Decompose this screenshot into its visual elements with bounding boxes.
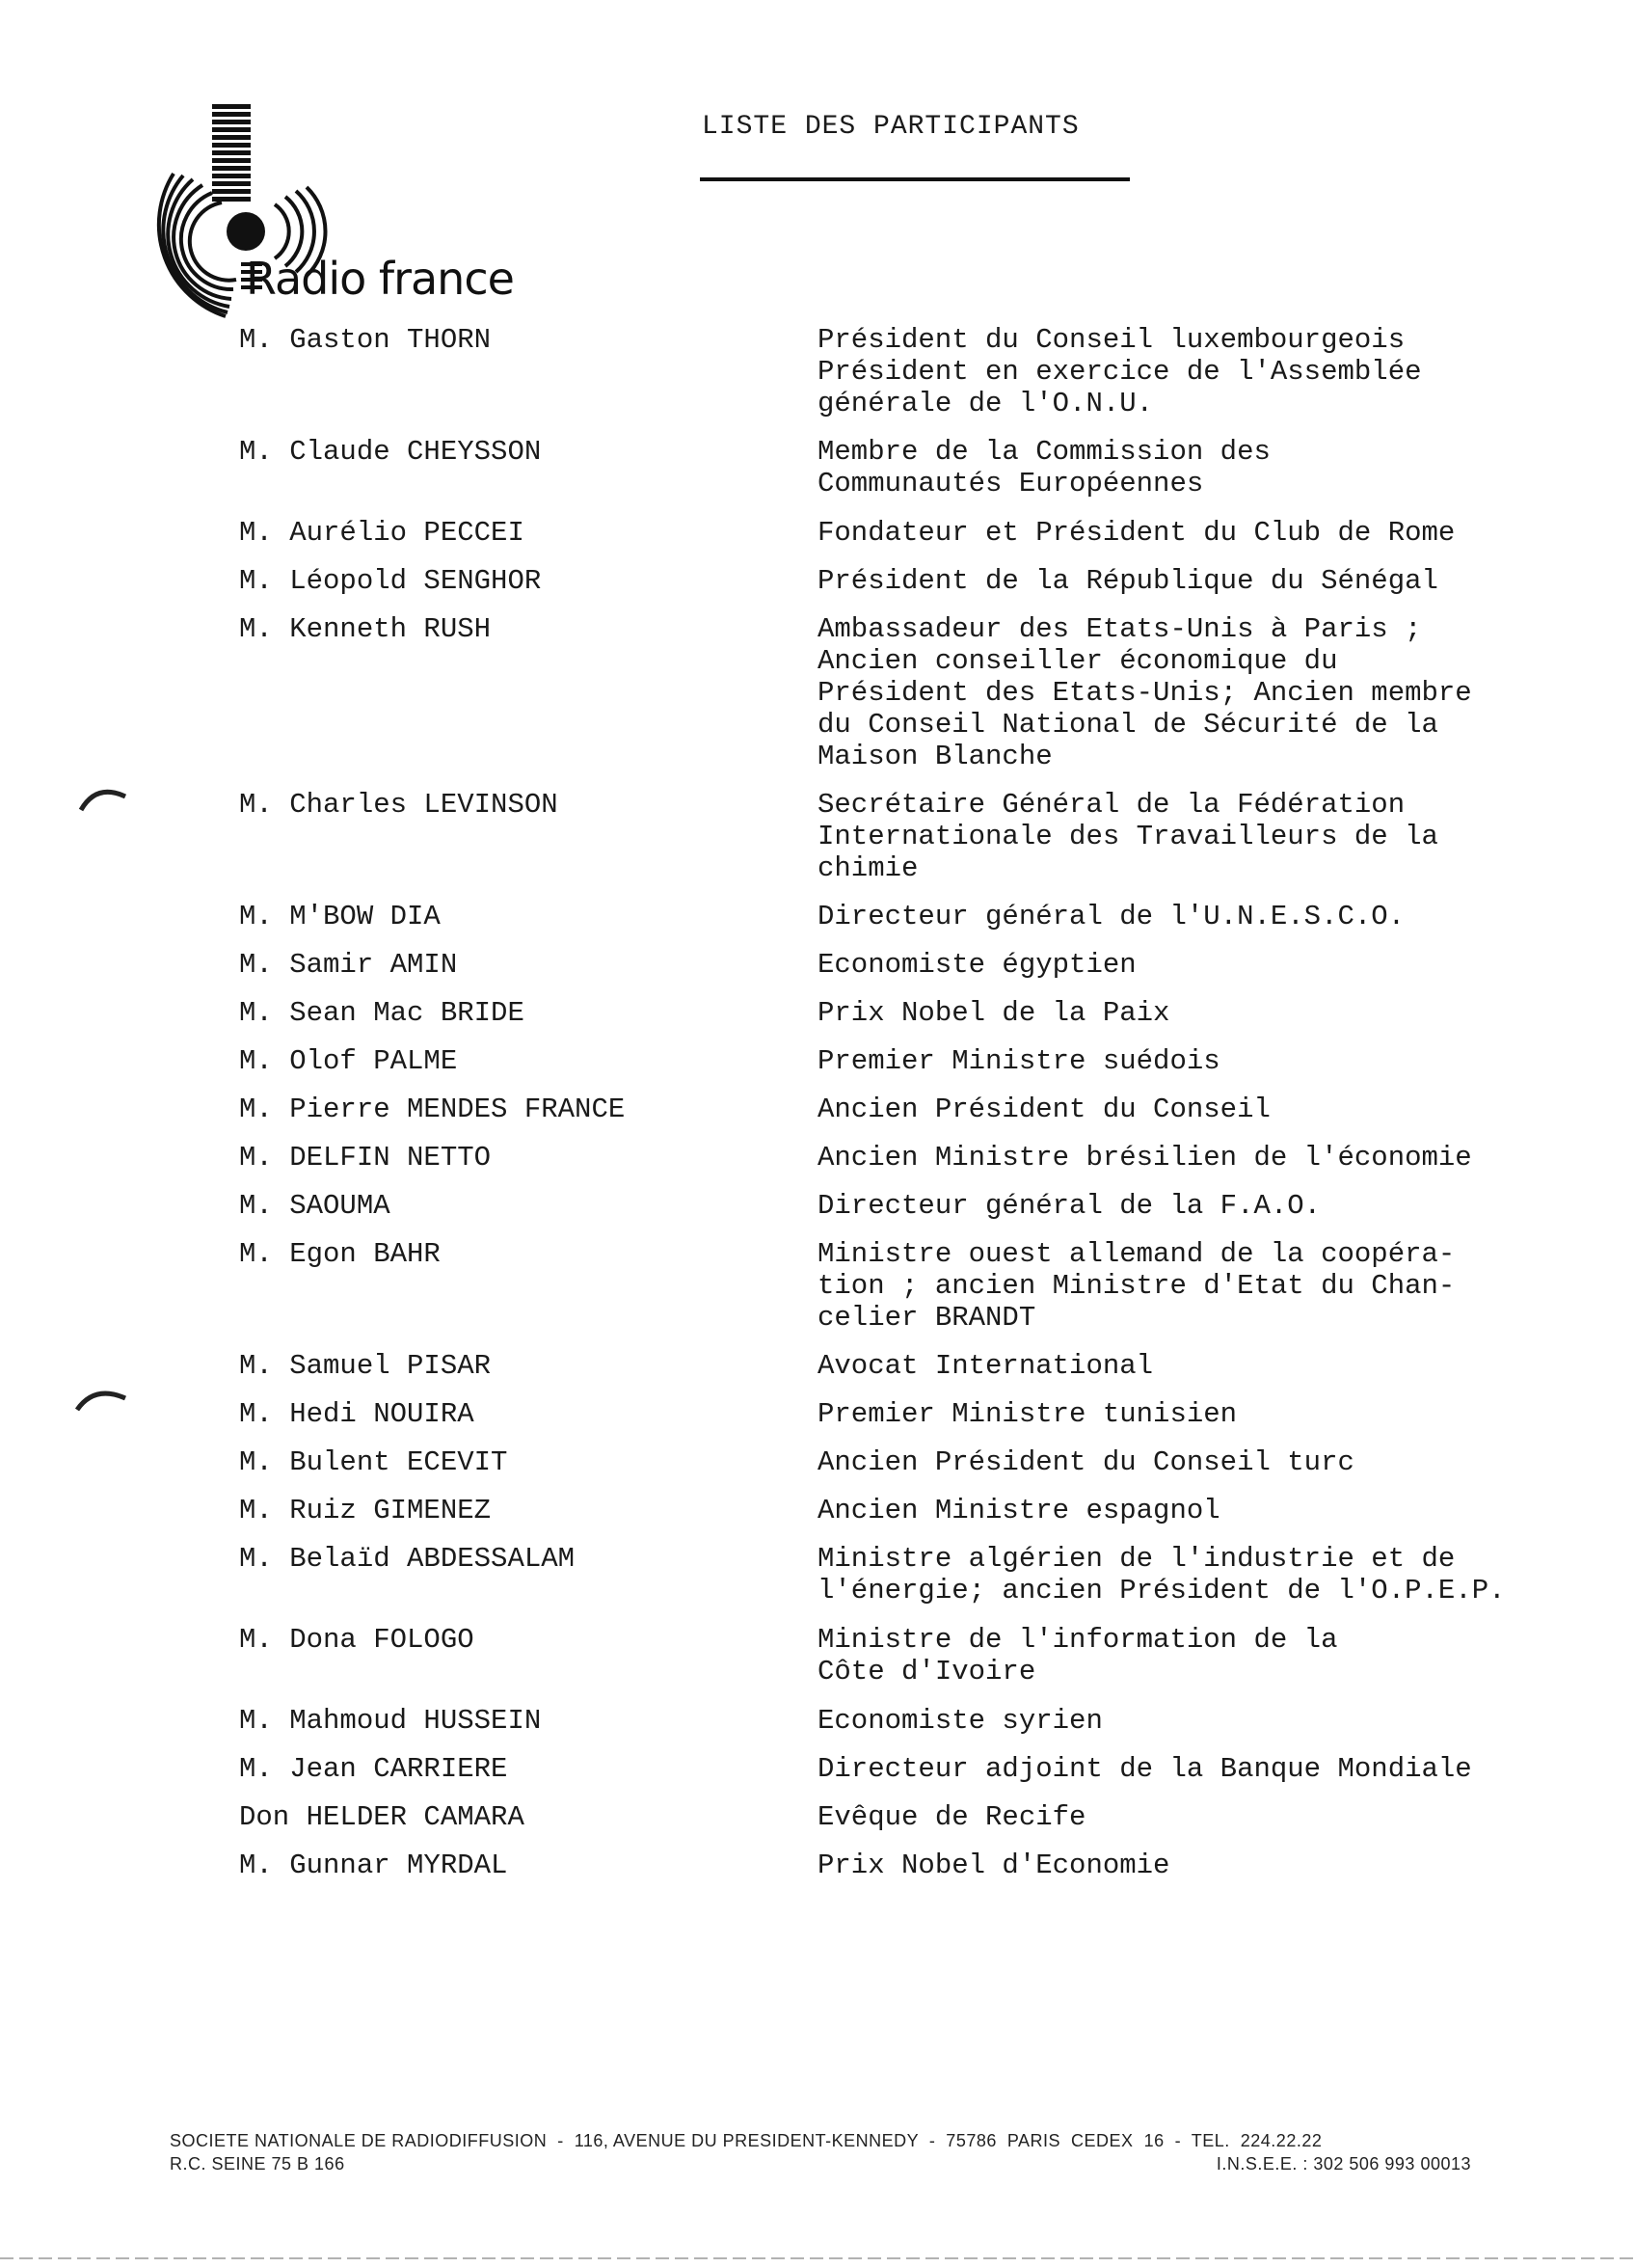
- participant-name: M. Ruiz GIMENEZ: [239, 1495, 492, 1526]
- participant-role: Ambassadeur des Etats-Unis à Paris ; Ancien conseiller économique du Président des Etats-Unis; Ancien membre du Conseil National de Sécurité de la Maison Blanche: [818, 613, 1472, 772]
- participant-name: Don HELDER CAMARA: [239, 1801, 524, 1833]
- participant-name: M. M'BOW DIA: [239, 901, 441, 932]
- participant-name: M. Gunnar MYRDAL: [239, 1850, 508, 1881]
- participant-name: M. Aurélio PECCEI: [239, 517, 524, 549]
- participant-role: Président du Conseil luxembourgeois Président en exercice de l'Assemblée générale de l'O.N.U.: [818, 324, 1422, 419]
- participant-name: M. SAOUMA: [239, 1190, 390, 1222]
- logo-wordmark: Radio france: [246, 253, 514, 305]
- footer-rc: R.C. SEINE 75 B 166: [170, 2154, 345, 2174]
- participant-role: Secrétaire Général de la Fédération Internationale des Travailleurs de la chimie: [818, 789, 1438, 884]
- participant-role: Prix Nobel de la Paix: [818, 997, 1170, 1029]
- participant-name: M. Egon BAHR: [239, 1238, 441, 1270]
- participant-role: Fondateur et Président du Club de Rome: [818, 517, 1456, 549]
- participant-name: M. DELFIN NETTO: [239, 1142, 492, 1174]
- participant-role: Avocat International: [818, 1350, 1154, 1382]
- participant-name: M. Pierre MENDES FRANCE: [239, 1094, 626, 1125]
- page-title: LISTE DES PARTICIPANTS: [702, 112, 1080, 142]
- participant-role: Economiste syrien: [818, 1705, 1103, 1737]
- participant-name: M. Olof PALME: [239, 1045, 458, 1077]
- participant-name: M. Charles LEVINSON: [239, 789, 558, 821]
- participant-role: Evêque de Recife: [818, 1801, 1086, 1833]
- participant-role: Ministre de l'information de la Côte d'Ivoire: [818, 1624, 1338, 1688]
- participant-role: Ancien Président du Conseil: [818, 1094, 1271, 1125]
- participant-name: M. Léopold SENGHOR: [239, 565, 542, 597]
- participant-role: Ancien Président du Conseil turc: [818, 1446, 1354, 1478]
- participant-role: Ancien Ministre brésilien de l'économie: [818, 1142, 1472, 1174]
- participant-name: M. Gaston THORN: [239, 324, 492, 356]
- participant-name: M. Dona FOLOGO: [239, 1624, 474, 1656]
- participant-role: Directeur général de la F.A.O.: [818, 1190, 1322, 1222]
- participant-name: M. Hedi NOUIRA: [239, 1398, 474, 1430]
- participant-role: Ministre ouest allemand de la coopéra- tion ; ancien Ministre d'Etat du Chan- celier BRANDT: [818, 1238, 1456, 1334]
- participant-name: M. Kenneth RUSH: [239, 613, 492, 645]
- participant-role: Directeur adjoint de la Banque Mondiale: [818, 1753, 1472, 1785]
- participant-role: Ministre algérien de l'industrie et de l'énergie; ancien Président de l'O.P.E.P.: [818, 1543, 1506, 1606]
- participant-role: Directeur général de l'U.N.E.S.C.O.: [818, 901, 1406, 932]
- footer-insee: I.N.S.E.E. : 302 506 993 00013: [1216, 2154, 1471, 2174]
- participant-name: M. Claude CHEYSSON: [239, 436, 542, 468]
- participant-name: M. Sean Mac BRIDE: [239, 997, 524, 1029]
- participant-role: Premier Ministre tunisien: [818, 1398, 1238, 1430]
- participant-role: Membre de la Commission des Communautés Européennes: [818, 436, 1271, 500]
- participant-name: M. Mahmoud HUSSEIN: [239, 1705, 542, 1737]
- footer-address: SOCIETE NATIONALE DE RADIODIFFUSION - 116, AVENUE DU PRESIDENT-KENNEDY - 75786 PARIS CEDEX 16 - TEL. 224.22.22: [170, 2131, 1323, 2150]
- participant-role: Prix Nobel d'Economie: [818, 1850, 1170, 1881]
- participant-name: M. Belaïd ABDESSALAM: [239, 1543, 576, 1575]
- participant-name: M. Jean CARRIERE: [239, 1753, 508, 1785]
- participant-name: M. Samuel PISAR: [239, 1350, 492, 1382]
- participant-name: M. Bulent ECEVIT: [239, 1446, 508, 1478]
- participant-role: Ancien Ministre espagnol: [818, 1495, 1220, 1526]
- participant-role: Premier Ministre suédois: [818, 1045, 1220, 1077]
- participant-name: M. Samir AMIN: [239, 949, 458, 981]
- participant-role: Président de la République du Sénégal: [818, 565, 1438, 597]
- participant-role: Economiste égyptien: [818, 949, 1137, 981]
